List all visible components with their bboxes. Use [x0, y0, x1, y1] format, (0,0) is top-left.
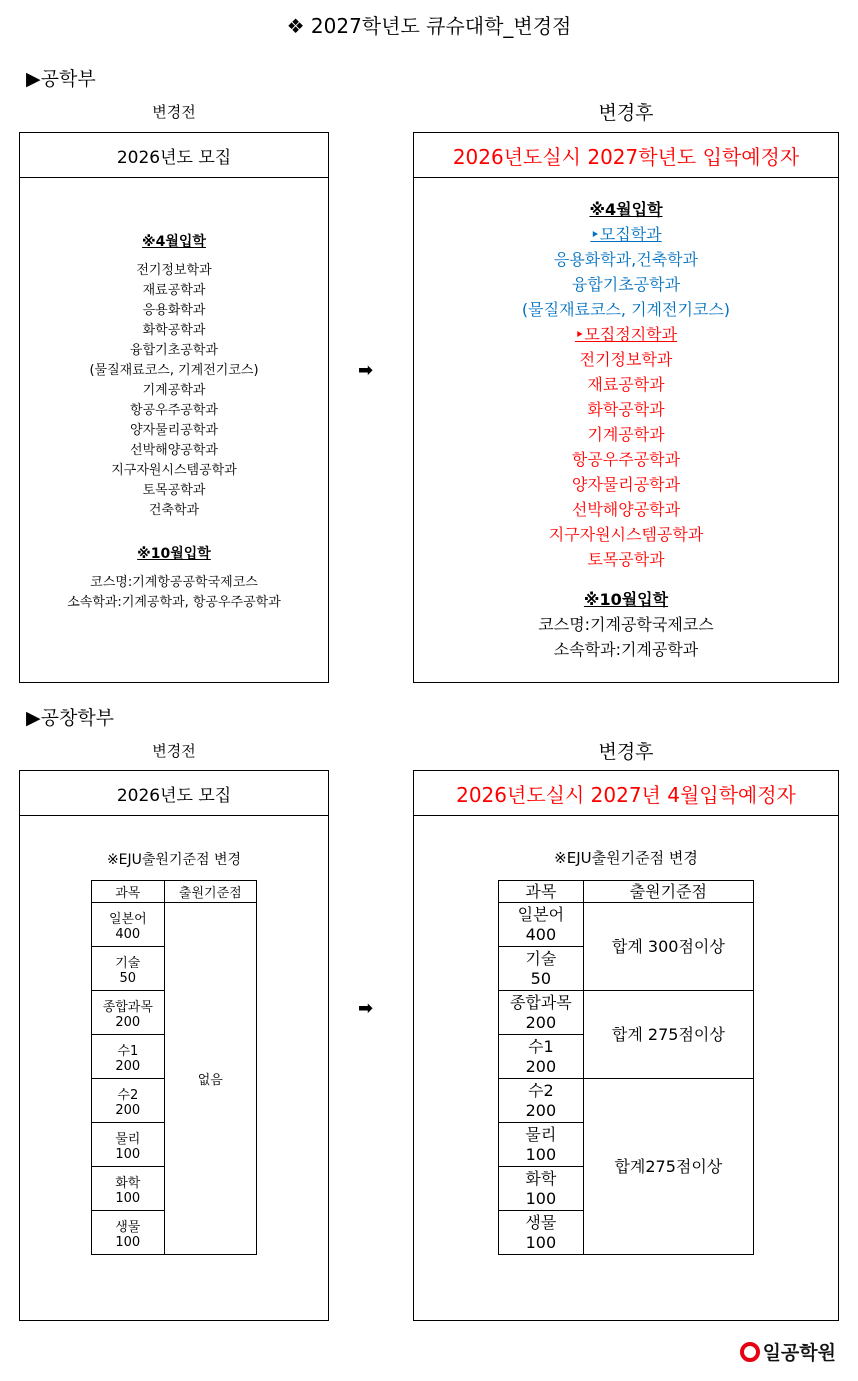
logo-ring-icon — [740, 1342, 760, 1362]
april-title: ※4월입학 — [142, 234, 206, 250]
list-item: 지구자원시스템공학과 — [548, 525, 704, 544]
engineering-before-header: 2026년도 모집 — [20, 133, 328, 178]
logo-text: 일공학원 — [762, 1342, 836, 1364]
table-cell-subject: 기술 50 — [92, 947, 165, 991]
page-title: ❖ 2027학년도 큐슈대학_변경점 — [286, 14, 572, 38]
list-item: 지구자원시스템공학과 — [111, 463, 237, 478]
logo — [740, 1338, 836, 1365]
table-cell-subject: 물리 100 — [92, 1123, 165, 1167]
table-cell-criteria: 합계 300점이상 — [583, 903, 753, 991]
table-cell-subject: 기술 50 — [499, 947, 584, 991]
list-item: 소속학과:기계공학과, 항공우주공학과 — [67, 595, 281, 610]
eju-title: ※EJU출원기준점 변경 — [106, 852, 242, 868]
list-item: 재료공학과 — [587, 375, 665, 394]
table-cell-subject: 수2 200 — [92, 1079, 165, 1123]
list-item: 응용화학과,건축학과 — [553, 250, 699, 269]
table-cell-criteria: 없음 — [164, 903, 256, 1255]
engineering-after-header: 2026년도실시 2027학년도 입학예정자 — [414, 133, 838, 178]
table-cell-subject: 일본어 400 — [92, 903, 165, 947]
list-item: 항공우주공학과 — [130, 403, 218, 418]
arrow-icon: ➡ — [358, 360, 374, 381]
list-item: 항공우주공학과 — [571, 450, 681, 469]
list-item: (물질재료코스, 기계전기코스) — [89, 363, 259, 378]
table-cell-subject: 생물 100 — [499, 1211, 584, 1255]
table-cell-criteria: 합계 275점이상 — [583, 991, 753, 1079]
after-label: 변경후 — [598, 102, 654, 124]
list-item: 화학공학과 — [142, 323, 206, 338]
list-item: 선박해양공학과 — [571, 500, 681, 519]
list-item: 기계공학과 — [587, 425, 665, 444]
list-item: 소속학과:기계공학과 — [553, 640, 699, 659]
suspended-title: ‣모집정지학과 — [574, 325, 678, 344]
october-title: ※10월입학 — [137, 546, 211, 562]
table-cell-subject: 수2 200 — [499, 1079, 584, 1123]
before-label: 변경전 — [152, 103, 196, 121]
list-item: 양자물리공학과 — [571, 475, 681, 494]
table-cell-subject: 수1 200 — [92, 1035, 165, 1079]
list-item: (물질재료코스, 기계전기코스) — [521, 300, 731, 319]
section-heading-coengineering: ▶공창학부 — [26, 707, 115, 729]
table-cell-subject: 화학 100 — [499, 1167, 584, 1211]
list-item: 융합기초공학과 — [571, 275, 681, 294]
arrow-icon: ➡ — [358, 998, 374, 1019]
list-item: 화학공학과 — [587, 400, 665, 419]
section-heading-engineering: ▶공학부 — [26, 68, 96, 90]
table-cell-subject: 생물 100 — [92, 1211, 165, 1255]
table-cell-subject: 종합과목 200 — [92, 991, 165, 1035]
april-title: ※4월입학 — [589, 200, 663, 219]
list-item: 선박해양공학과 — [130, 443, 218, 458]
after-label: 변경후 — [598, 741, 654, 763]
list-item: 토목공학과 — [587, 550, 665, 569]
coengineering-before-header: 2026년도 모집 — [20, 771, 328, 816]
eju-score-table-before — [91, 880, 257, 1255]
list-item: 토목공학과 — [142, 483, 206, 498]
list-item: 코스명:기계항공공학국제코스 — [90, 575, 258, 590]
list-item: 재료공학과 — [142, 283, 206, 298]
list-item: 기계공학과 — [142, 383, 206, 398]
list-item: 양자물리공학과 — [130, 423, 218, 438]
engineering-after-box — [413, 132, 839, 683]
list-item: 전기정보학과 — [136, 263, 212, 278]
table-cell-subject: 물리 100 — [499, 1123, 584, 1167]
engineering-before-body — [20, 231, 328, 613]
list-item: 응용화학과 — [142, 303, 206, 318]
eju-title: ※EJU출원기준점 변경 — [554, 849, 698, 867]
table-cell-criteria: 합계275점이상 — [583, 1079, 753, 1255]
eju-score-table-after — [498, 880, 754, 1255]
engineering-before-box — [19, 132, 329, 683]
october-title: ※10월입학 — [583, 590, 669, 609]
table-cell-subject: 화학 100 — [92, 1167, 165, 1211]
before-label: 변경전 — [152, 742, 196, 760]
recruit-title: ‣모집학과 — [590, 225, 662, 244]
engineering-after-body — [414, 197, 838, 662]
col-header-criteria: 출원기준점 — [583, 881, 753, 903]
list-item: 코스명:기계공학국제코스 — [538, 615, 714, 634]
list-item: 융합기초공학과 — [130, 343, 218, 358]
table-cell-subject: 종합과목 200 — [499, 991, 584, 1035]
table-cell-subject: 일본어 400 — [499, 903, 584, 947]
table-cell-subject: 수1 200 — [499, 1035, 584, 1079]
coengineering-after-header: 2026년도실시 2027년 4월입학예정자 — [414, 771, 838, 816]
col-header-criteria: 출원기준점 — [164, 881, 256, 903]
list-item: 건축학과 — [148, 503, 200, 518]
list-item: 전기정보학과 — [579, 350, 673, 369]
col-header-subject: 과목 — [92, 881, 165, 903]
col-header-subject: 과목 — [499, 881, 584, 903]
